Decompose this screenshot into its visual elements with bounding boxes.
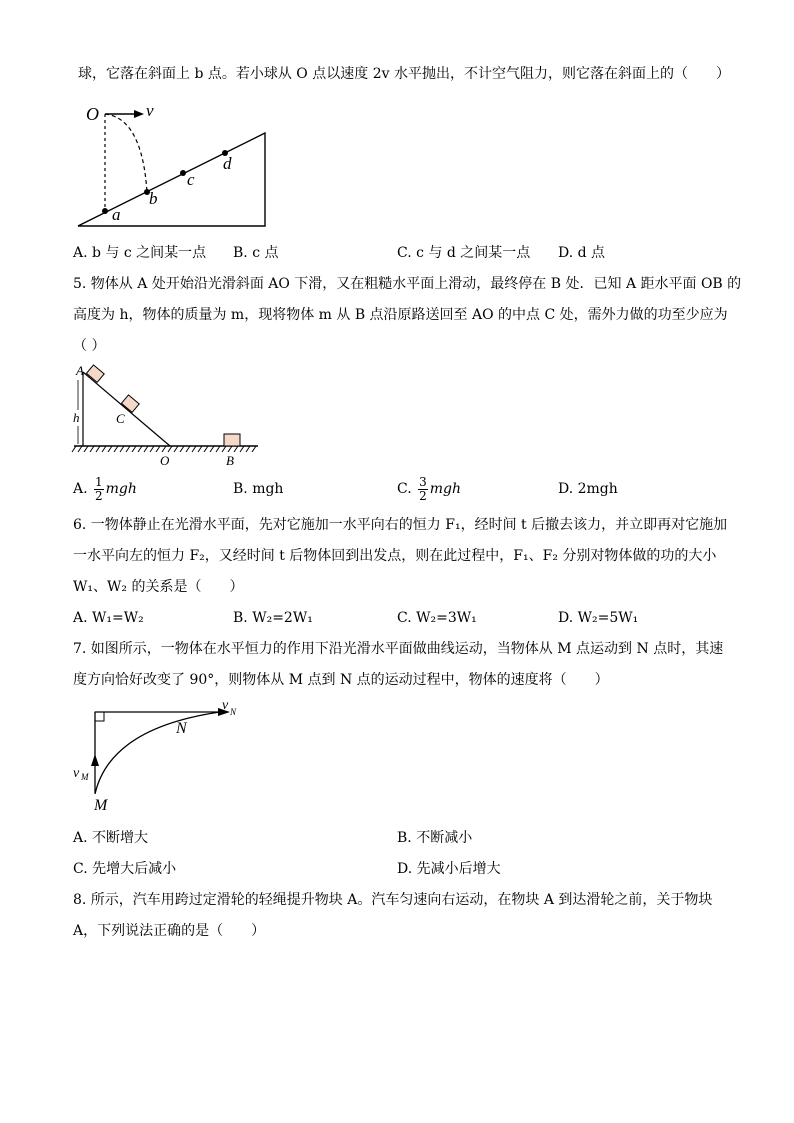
label-c: c [187,170,195,189]
label-vN: v [222,698,229,713]
q4-option-a: A. b 与 c 之间某一点 [73,245,207,261]
label-vM: v [73,766,80,781]
q5-line2: 高度为 h，物体的质量为 m，现将物体 m 从 B 点沿原路送回至 AO 的中点 C 处，需外力做的功至少应为 [73,307,728,323]
q4-figure [70,96,280,236]
label-a: a [112,205,121,224]
q7-option-a: A. 不断增大 [73,830,149,846]
label-M: M [94,797,108,814]
q5-option-c: C. $\frac{3}{2}$ mgh [397,474,462,503]
q6-line2: 一水平向左的恒力 F₂，又经时间 t 后物体回到出发点，则在此过程中，F₁、F₂ 分别对物体做的功的大小 [73,548,717,564]
label-C: C [116,411,125,426]
label-vM-sub: M [81,772,89,782]
q8-line1: 8. 所示，汽车用跨过定滑轮的轻绳提升物块 A。汽车匀速向右运动，在物块 A 到达滑轮之前，关于物块 [73,892,713,908]
q8-line2: A，下列说法正确的是（ ） [73,923,266,939]
label-h: h [73,410,80,425]
q6-line1: 6. 一物体静止在光滑水平面，先对它施加一水平向右的恒力 F₁，经时间 t 后撤去该力，并立即再对它施加 [73,517,728,533]
q5-line3: （ ） [73,338,106,354]
q4-stem: 球，它落在斜面上 b 点。若小球从 O 点以速度 2v 水平抛出，不计空气阻力，则它落在斜面上的（ ） [78,66,730,82]
label-O: O [86,104,99,124]
q4-option-d: D. d 点 [558,245,606,261]
q4-option-c: C. c 与 d 之间某一点 [397,245,531,261]
q5-option-d: D. 2mgh [558,481,618,497]
q6-option-c: C. W₂=3W₁ [397,610,477,626]
q4-option-b: B. c 点 [233,245,279,261]
q7-line1: 7. 如图所示，一物体在水平恒力的作用下沿光滑水平面做曲线运动，当物体从 M 点运动到 N 点时，其速 [73,641,724,657]
q7-line2: 度方向恰好改变了 90°，则物体从 M 点到 N 点的运动过程中，物体的速度将（ ） [73,672,609,688]
q6-option-b: B. W₂=2W₁ [233,610,313,626]
q7-option-d: D. 先减小后增大 [397,861,501,877]
label-O: O [160,453,170,468]
q7-option-c: C. 先增大后减小 [73,861,177,877]
q6-line3: W₁、W₂ 的关系是（ ） [73,579,244,595]
q5-line1: 5. 物体从 A 处开始沿光滑斜面 AO 下滑，又在粗糙水平面上滑动，最终停在 B 处．已知 A 距水平面 OB 的 [73,276,742,292]
q7-option-b: B. 不断减小 [397,830,473,846]
point-a [102,208,108,214]
label-B: B [226,453,234,468]
label-d: d [223,154,232,173]
label-vN-sub: N [230,707,237,717]
q5-option-b: B. mgh [233,481,284,497]
label-N: N [176,720,187,737]
q6-option-d: D. W₂=5W₁ [558,610,639,626]
point-c [180,170,186,176]
q7-figure [70,698,250,816]
label-v: v [146,101,154,120]
label-b: b [149,189,158,208]
q5-option-a: A. $\frac{1}{2}$ mgh [73,474,137,503]
q6-option-a: A. W₁=W₂ [73,610,144,626]
label-A: A [76,363,84,378]
q5-figure [70,362,270,472]
